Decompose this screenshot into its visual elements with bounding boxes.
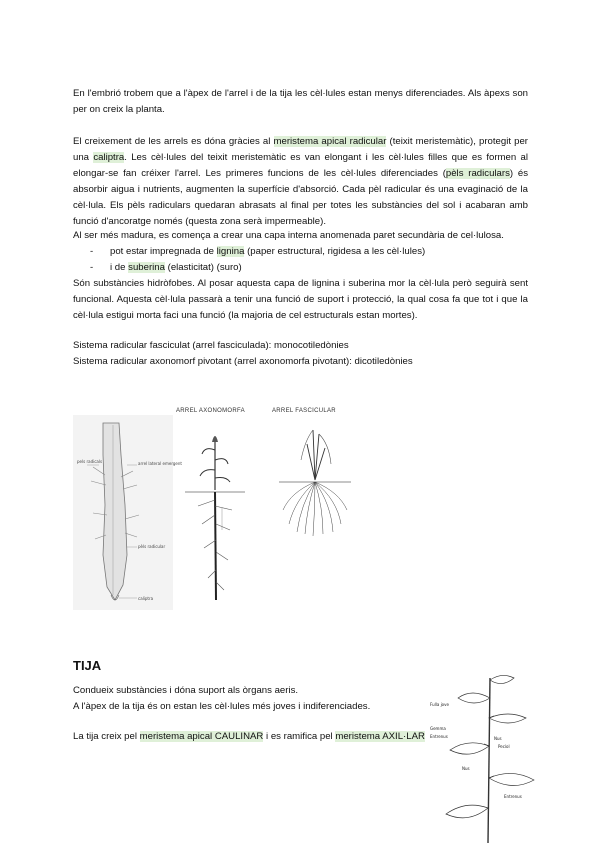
stem-label-entrenus: Entrenus	[430, 734, 448, 739]
stem-illustration	[428, 668, 548, 843]
label-pels-radicular: pèls radicular	[138, 544, 166, 549]
bullet-suberina: - i de suberina (elasticitat) (suro)	[90, 262, 242, 273]
highlight-meristema-axillar: meristema AXIL·LAR	[335, 731, 425, 742]
label-arrel-axonomorfa: ARREL AXONOMORFA	[176, 408, 245, 414]
root-tip-illustration	[73, 415, 182, 610]
tija-line-1: Condueix substàncies i dóna suport als òrgans aeris.	[73, 685, 299, 696]
axonomorphic-line: Sistema radicular axonomorf pivotant (arrel axonomorfa pivotant): dicotiledònies	[73, 356, 413, 367]
taproot-illustration	[180, 420, 250, 610]
tija-growth-paragraph: La tija creix pel meristema apical CAULINAR i es ramifica pel meristema AXIL·LAR	[73, 731, 425, 742]
hydrophobic-paragraph: Són substàncies hidròfobes. Al posar aquesta capa de lignina i suberina mor la cèl·lula però seguirà sent funcional. Aquesta cèl·lula passarà a tenir una funció de suport i protecció, la qual cosa fa que tot i que la cèl·lula estigui morta faci una funció (la majoria de cel estructurals estan mortes).	[73, 278, 528, 321]
highlight-suberina: suberina	[128, 262, 165, 273]
highlight-meristema-apical-caulinar: meristema apical CAULINAR	[139, 731, 264, 742]
highlight-lignina: lignina	[216, 246, 245, 257]
label-pels-radicals: pels radicals	[77, 459, 103, 464]
label-arrel-fascicular: ARREL FASCICULAR	[272, 408, 336, 414]
fibrous-root-illustration	[275, 420, 355, 540]
tija-line-2: A l'àpex de la tija és on estan les cèl·lules més joves i indiferenciades.	[73, 701, 371, 712]
bullet-lignina: - pot estar impregnada de lignina (paper estructural, rigidesa a les cèl·lules)	[90, 246, 426, 257]
section-heading-tija: TIJA	[73, 658, 102, 673]
fasciculate-line: Sistema radicular fasciculat (arrel fasciculada): monocotiledònies	[73, 340, 349, 351]
label-arrel-lateral: arrel lateral emergent	[138, 461, 182, 466]
highlight-meristema-apical-radicular: meristema apical radicular	[273, 136, 387, 147]
stem-label-fulla-jove: Fulla jove	[430, 702, 449, 707]
stem-label-gemma: Gemma	[430, 726, 446, 731]
highlight-pels-radiculars: pèls radiculars	[445, 168, 510, 179]
mature-paragraph: Al ser més madura, es comença a crear una capa interna anomenada paret secundària de cel·lulosa.	[73, 230, 504, 241]
label-caliptra: caliptra	[138, 596, 154, 601]
intro-paragraph: En l'embrió trobem que a l'àpex de l'arrel i de la tija les cèl·lules estan menys diferenciades. Als àpexs son per on creix la planta.	[73, 88, 528, 115]
stem-label-nus-1: Nus	[494, 736, 502, 741]
root-growth-paragraph: El creixement de les arrels es dóna gràcies al meristema apical radicular (teixit meristemàtic), protegit per una caliptra. Les cèl·lules del teixit meristemàtic es van elongant i les cèl·lules filles que es formen al elongar-se fan créixer l'arrel. Les primeres funcions de les cèl·lules diferenciades (pèls radiculars) és absorbir aigua i nutrients, augmenten la superfície d'absorció. Cada pèl radicular és una evaginació de la cèl·lula. Els pèls radiculars quedaran abrasats al final per totes les substàncies del sol i acabaran amb funció d'ancoratge només (questa zona serà impermeable).	[73, 136, 528, 227]
stem-label-peciol: Pecíol	[498, 744, 510, 749]
highlight-caliptra: caliptra	[93, 152, 125, 163]
stem-label-nus-2: Nus	[462, 766, 470, 771]
stem-label-entrenus-2: Entrenus	[504, 794, 522, 799]
